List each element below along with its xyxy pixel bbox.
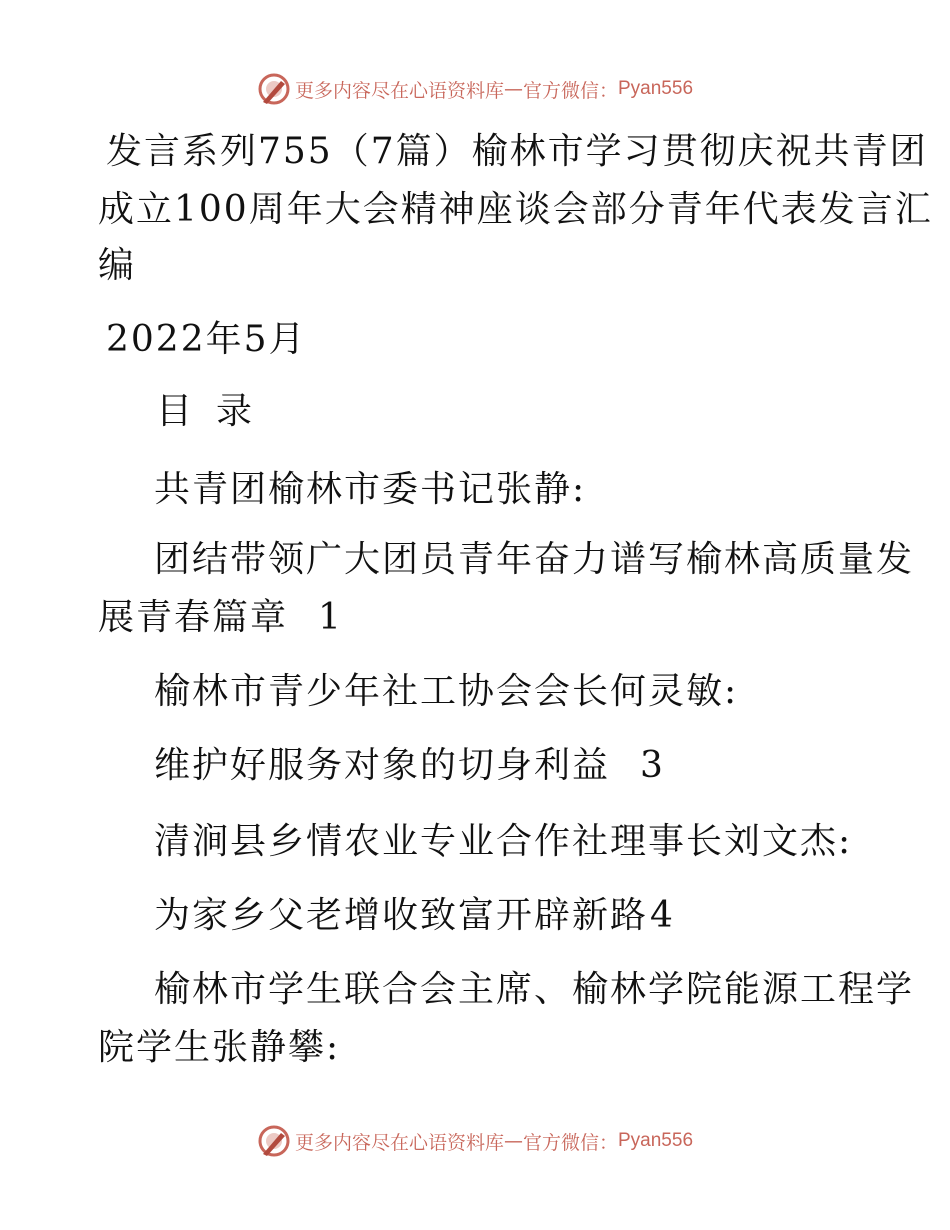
watermark-text: 更多内容尽在心语资料库 [294,1131,504,1154]
pen-logo-icon [257,1124,291,1158]
toc-heading-char-2: 录 [216,391,255,432]
toc-entry-1-page: 1 [318,597,343,638]
watermark-id: Pyan556 [618,78,694,99]
toc-entry-3-page: 4 [650,895,675,936]
toc-heading-char-1: 目 [156,391,195,432]
toc-entry-1-line-b [98,598,343,638]
toc-entry-2-title: 维护好服务对象的切身利益 [154,745,611,786]
toc-speaker-4-line-a: 榆林市学生联合会主席、榆林学院能源工程学 [154,969,915,1010]
toc-entry-2-page: 3 [640,745,665,786]
watermark-text: 更多内容尽在心语资料库 [294,79,504,102]
watermark-label: 官方微信： [522,79,618,102]
toc-speaker-2: 榆林市青少年社工协会会长何灵敏: [154,671,739,712]
doc-title-line-1: 发言系列755（7篇）榆林市学习贯彻庆祝共青团 [106,131,928,172]
doc-title-line-3: 编 [98,245,137,286]
doc-title-line-2: 成立100周年大会精神座谈会部分青年代表发言汇 [98,189,933,230]
toc-heading [156,392,254,432]
doc-date: 2022年5月 [106,319,307,360]
toc-speaker-4-line-b: 院学生张静攀: [98,1027,341,1068]
watermark-separator: — [503,1130,523,1152]
toc-speaker-3: 清涧县乡情农业专业合作社理事长刘文杰: [154,821,853,862]
watermark-id: Pyan556 [618,1130,694,1151]
watermark-separator: — [503,78,523,100]
footer-watermark [0,1124,950,1158]
toc-entry-1-title-b: 展青春篇章 [98,597,289,638]
toc-entry-2 [154,746,665,786]
toc-entry-1-title-a: 团结带领广大团员青年奋力谱写榆林高质量发 [154,539,915,580]
toc-entry-3 [154,896,675,936]
toc-speaker-1: 共青团榆林市委书记张静: [154,469,587,510]
watermark-label: 官方微信： [522,1131,618,1154]
toc-entry-3-title: 为家乡父老增收致富开辟新路 [154,895,649,936]
